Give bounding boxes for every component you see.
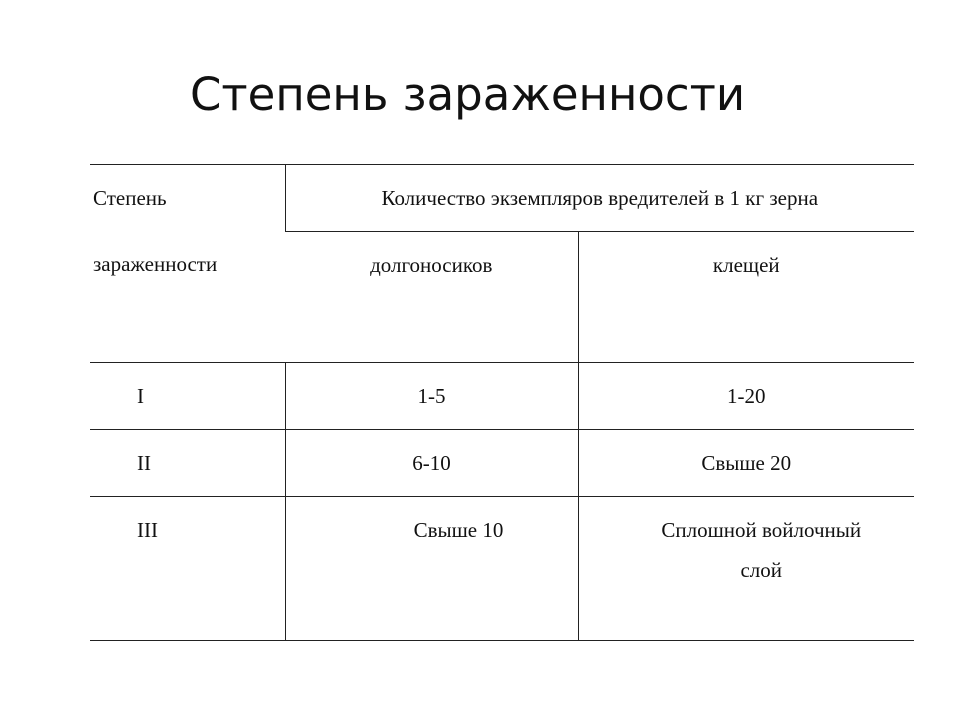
table-row xyxy=(90,430,914,497)
header-degree-cell xyxy=(90,165,285,363)
degree-cell: III xyxy=(90,497,285,641)
mites-cell xyxy=(578,497,914,641)
mites-cell-line1: Сплошной войлочный xyxy=(661,518,862,542)
infestation-table xyxy=(90,164,914,641)
table-row xyxy=(90,497,914,641)
slide-title: Степень зараженности xyxy=(190,68,746,121)
mites-cell: Свыше 20 xyxy=(578,430,914,497)
weevils-cell: 1-5 xyxy=(285,363,578,430)
degree-cell: II xyxy=(90,430,285,497)
header-count-label: Количество экземпляров вредителей в 1 кг зерна xyxy=(381,186,819,210)
header-degree-line1: Степень xyxy=(93,186,167,210)
header-weevils-cell xyxy=(285,232,578,363)
header-mites-label: клещей xyxy=(712,253,780,277)
mites-cell: 1-20 xyxy=(578,363,914,430)
header-count-cell xyxy=(285,165,914,232)
header-weevils-label: долгоносиков xyxy=(370,253,493,277)
header-degree-line2: зараженности xyxy=(93,252,218,276)
mites-cell-line2: слой xyxy=(740,558,783,582)
table-header-row xyxy=(90,165,914,232)
weevils-cell: Свыше 10 xyxy=(285,497,578,641)
table-row xyxy=(90,363,914,430)
weevils-cell: 6-10 xyxy=(285,430,578,497)
degree-cell: I xyxy=(90,363,285,430)
header-mites-cell xyxy=(578,232,914,363)
